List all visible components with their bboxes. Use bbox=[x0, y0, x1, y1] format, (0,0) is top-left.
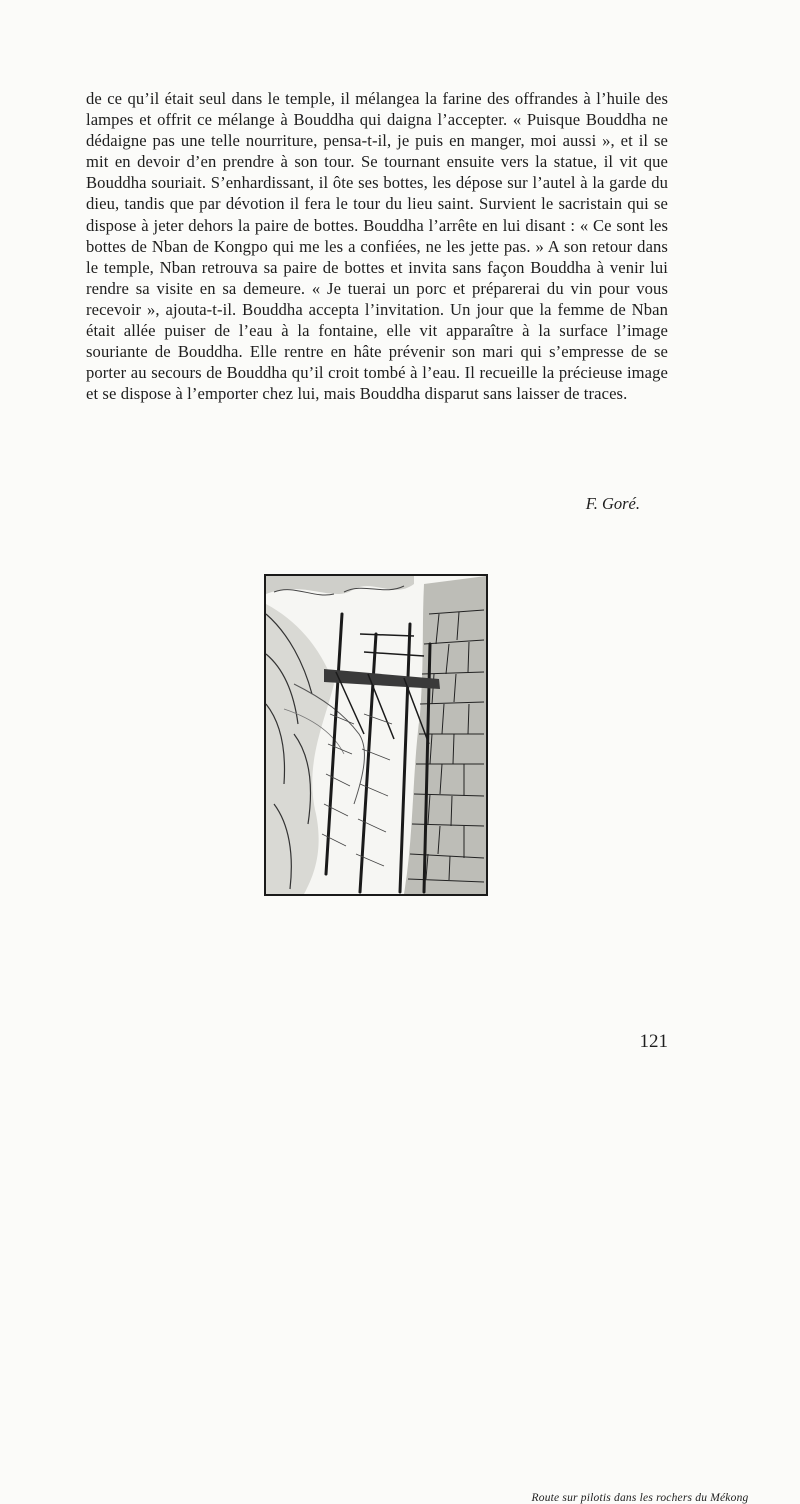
body-paragraph: de ce qu’il était seul dans le temple, il mélangea la farine des offrandes à l’huile des lampes et offrit ce mélange à Bouddha qui daigna l’accepter. « Puisque Bouddha ne dédaigne pas une telle nourriture, pensa-t-il, je puis en manger, moi aussi », et il se mit en devoir d’en prendre à son tour. Se tournant ensuite vers la statue, il vit que Bouddha souriait. S’enhardissant, il ôte ses bottes, les dépose sur l’autel à la garde du dieu, tandis que par dévotion il fera le tour du lieu saint. Survient le sacristain qui se dispose à jeter dehors la paire de bottes. Bouddha l’arrête en lui disant : « Ce sont les bottes de Nban de Kongpo qui me les a confiées, ne les jette pas. » A son retour dans le temple, Nban retrouva sa paire de bottes et invita sans façon Bouddha à venir lui rendre sa visite en sa demeure. « Je tuerai un porc et préparerai du vin pour vous recevoir », ajouta-t-il. Bouddha accepta l’invitation. Un jour que la femme de Nban était allée puiser de l’eau à la fontaine, elle vit apparaître à la surface l’image souriante de Bouddha. Elle rentre en hâte prévenir son mari qui s’empresse de se porter au secours de Bouddha qu’il croit tombé à l’eau. Il recueille la précieuse image et se dispose à l’emporter chez lui, mais Bouddha disparut sans laisser de traces. bbox=[86, 89, 668, 404]
mekong-pilotis-illustration bbox=[264, 574, 488, 896]
page-number: 121 bbox=[639, 1031, 668, 1052]
figure-caption: Route sur pilotis dans les rochers du Mékong bbox=[531, 1492, 749, 1504]
author-signature: F. Goré. bbox=[585, 494, 640, 513]
